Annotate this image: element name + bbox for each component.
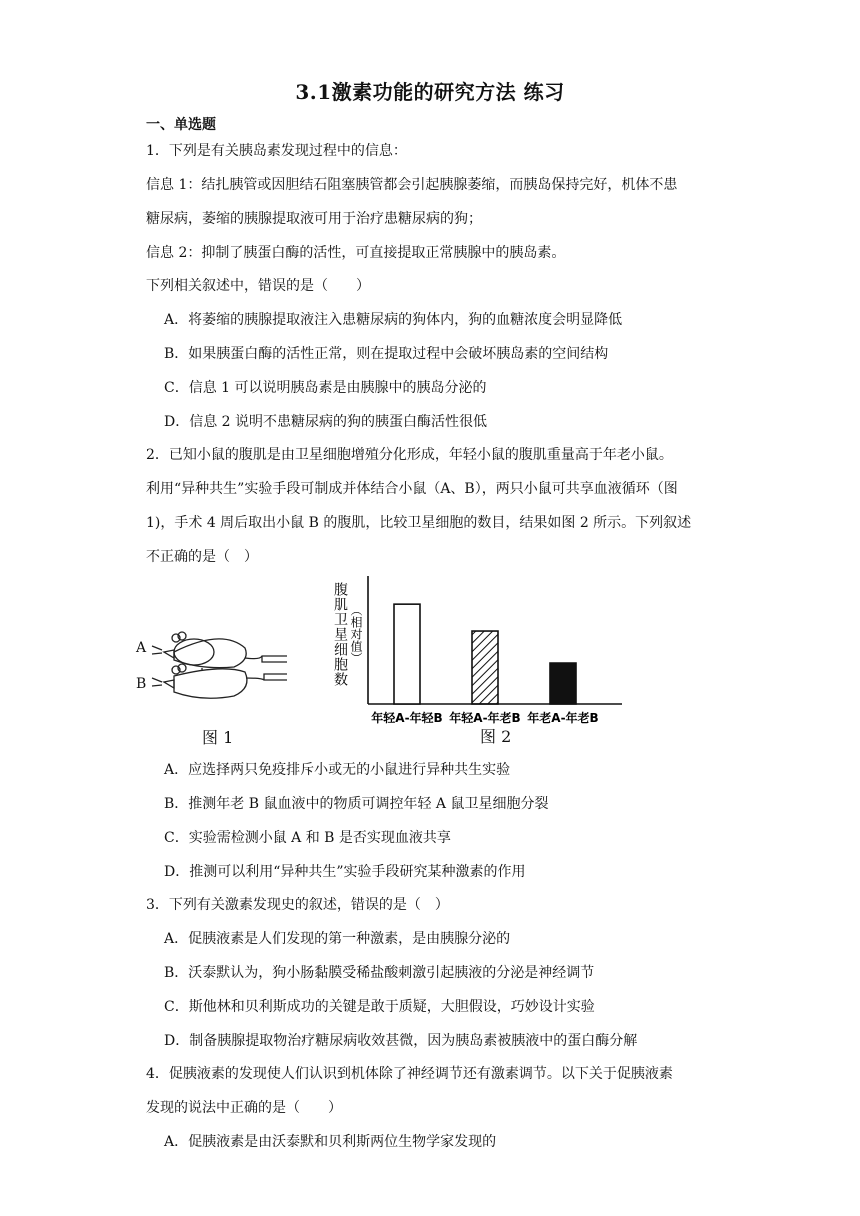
question-1-info1-line2: 糖尿病，萎缩的胰腺提取液可用于治疗患糖尿病的狗； [146, 211, 482, 227]
question-2-line3: 1)，手术 4 周后取出小鼠 B 的腹肌，比较卫星细胞的数目，结果如图 2 所示。下列叙述 [146, 515, 692, 531]
mouse-a-label: A [136, 640, 147, 656]
x-tick-label-3: 年老A-年老B [527, 711, 599, 725]
x-tick-label-1: 年轻A-年轻B [371, 711, 443, 725]
question-4-option-a: A．促胰液素是由沃泰默和贝利斯两位生物学家发现的 [164, 1134, 497, 1150]
y-axis-label-sub: （相对值） [349, 604, 363, 664]
question-3-stem: 3．下列有关激素发现史的叙述，错误的是（ ） [146, 897, 449, 913]
question-2-option-a: A．应选择两只免疫排斥小或无的小鼠进行异种共生实验 [164, 762, 511, 778]
section-heading: 一、单选题 [146, 117, 216, 133]
question-1-option-b: B．如果胰蛋白酶的活性正常，则在提取过程中会破坏胰岛素的空间结构 [164, 346, 609, 362]
question-2-option-d: D．推测可以利用“异种共生”实验手段研究某种激素的作用 [164, 864, 526, 880]
question-1-option-d: D．信息 2 说明不患糖尿病的狗的胰蛋白酶活性很低 [164, 414, 488, 430]
question-3-option-c: C．斯他林和贝利斯成功的关键是敢于质疑，大胆假设，巧妙设计实验 [164, 999, 595, 1015]
y-axis-label-main: 腹肌卫星细胞数 [332, 582, 348, 687]
question-1-info2: 信息 2：抑制了胰蛋白酶的活性，可直接提取正常胰腺中的胰岛素。 [146, 245, 566, 261]
question-4-line2: 发现的说法中正确的是（ ） [146, 1100, 342, 1116]
bar-1 [394, 604, 420, 704]
question-2-line4: 不正确的是（ ） [146, 549, 258, 565]
question-4-line1: 4．促胰液素的发现使人们认识到机体除了神经调节还有激素调节。以下关于促胰液素 [146, 1066, 673, 1082]
figure-1-caption: 图 1 [202, 728, 234, 747]
bar-3 [550, 663, 576, 704]
question-3-option-d: D．制备胰腺提取物治疗糖尿病收效甚微，因为胰岛素被胰液中的蛋白酶分解 [164, 1033, 638, 1049]
x-tick-label-2: 年轻A-年老B [449, 711, 521, 725]
figure-2-chart [322, 572, 632, 747]
question-2-line2: 利用“异种共生”实验手段可制成并体结合小鼠（A、B），两只小鼠可共享血液循环（图 [146, 481, 678, 497]
question-1-stem: 1．下列是有关胰岛素发现过程中的信息： [146, 143, 407, 159]
page-title: 3.1激素功能的研究方法 练习 [295, 80, 565, 104]
bar-chart [322, 572, 632, 747]
figure-1 [136, 620, 292, 750]
question-1-option-a: A．将萎缩的胰腺提取液注入患糖尿病的狗体内，狗的血糖浓度会明显降低 [164, 312, 623, 328]
question-3-option-b: B．沃泰默认为，狗小肠黏膜受稀盐酸刺激引起胰液的分泌是神经调节 [164, 965, 595, 981]
question-1-info1-line1: 信息 1：结扎胰管或因胆结石阻塞胰管都会引起胰腺萎缩，而胰岛保持完好，机体不患 [146, 177, 678, 193]
figure-2-caption: 图 2 [480, 727, 512, 746]
question-1-option-c: C．信息 1 可以说明胰岛素是由胰腺中的胰岛分泌的 [164, 380, 487, 396]
question-2-option-c: C．实验需检测小鼠 A 和 B 是否实现血液共享 [164, 830, 451, 846]
bar-2 [472, 631, 498, 704]
question-3-option-a: A．促胰液素是人们发现的第一种激素，是由胰腺分泌的 [164, 931, 511, 947]
mouse-b-label: B [136, 676, 147, 692]
question-2-line1: 2．已知小鼠的腹肌是由卫星细胞增殖分化形成，年轻小鼠的腹肌重量高于年老小鼠。 [146, 447, 673, 463]
question-1-ask: 下列相关叙述中，错误的是（ ） [146, 278, 370, 294]
question-2-option-b: B．推测年老 B 鼠血液中的物质可调控年轻 A 鼠卫星细胞分裂 [164, 796, 549, 812]
